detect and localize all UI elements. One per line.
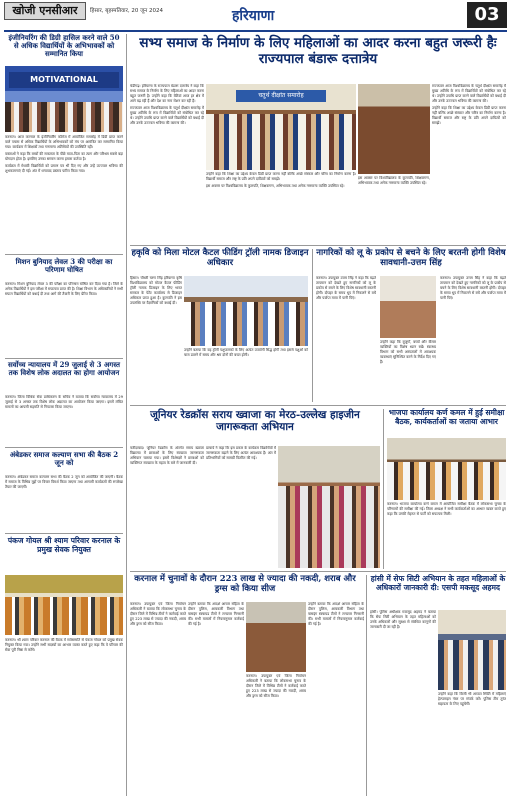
story8-body-col1: फरीदाबाद। जूनियर रेडक्रॉस के अंतर्गत सराय ख्वाजा विद्यालय में छात्राओं के लिए स्वच्छता जागरूकता अभियान चलाया गया। इसमें विशेषज्ञों ने छात्राओं को व्यक्तिगत स्वच्छता के महत्व के बारे में जानकारी दी। — [130, 446, 204, 465]
story8-photo-people — [278, 486, 380, 568]
story5-photo-people — [5, 597, 123, 635]
story11-headline: हांसी में सेफ सिटी अभियान के तहत महिलाओं के अधिकारों जानकारी दी: एसपी मकसूद अहमद — [370, 574, 506, 592]
story1-photo-people — [5, 102, 123, 132]
story1-para: वक्ताओं ने कहा कि बच्चों की सफलता के पीछे माता-पिता का त्याग और परिश्रम सबसे बड़ा योगदान होता है। इसलिए उनका सम्मान करना हमारा कर्तव्य है। — [5, 152, 123, 161]
lead-photo — [206, 84, 356, 170]
divider — [5, 447, 123, 448]
story6-photo — [184, 276, 308, 346]
story1-para: करनाल। आज करनाल के इंजीनियरिंग कॉलेज में आयोजित समारोह में डिग्री प्राप्त करने वाले पचास से अधिक विद्यार्थियों के अभिभावकों को मंच पर आमंत्रित कर सम्मानित किया गया। कार्यक्रम में शिक्षकों तथा गणमान्य अतिथियों की उपस्थिति रही। — [5, 135, 123, 149]
story6-body-col1: हिसार। चौधरी चरण सिंह हरियाणा कृषि विश्वविद्यालय को मोटल कैटल फीडिंग ट्रॉली नामक डिजाइन के लिए भारत सरकार के पेटेंट कार्यालय से डिजाइन अधिकार प्राप्त हुआ है। कुलपति ने इस उपलब्धि पर वैज्ञानिकों को बधाई दी। — [130, 276, 182, 305]
story1-headline: इंजीनियरिंग की डिग्री हासिल करने वाले 50 से अधिक विद्यार्थियों के अभिभावकों को सम्मानित किया — [8, 33, 120, 59]
lead-body-col3 — [432, 84, 506, 242]
story11-body-col1: हांसी। पुलिस अधीक्षक मकसूद अहमद ने बताया कि सेफ सिटी अभियान के तहत महिलाओं को उनके अधिकारों और सुरक्षा से संबंधित कानूनों की जानकारी दी जा रही है। — [370, 610, 436, 629]
story9-photo-people — [387, 462, 506, 500]
story1-photo-banner: MOTIVATIONAL — [9, 72, 119, 88]
divider — [5, 254, 123, 255]
story7-body-col1: करनाल। उपायुक्त उत्तम सिंह ने कहा कि बढ़ते तापमान को देखते हुए नागरिकों को लू के प्रकोप से बचने के लिए विशेष सावधानी बरतनी होगी। दोपहर के समय धूप में निकलने से बचें और पर्याप्त मात्रा में पानी पिएं। — [316, 276, 376, 300]
divider — [130, 571, 506, 572]
story11-photo — [438, 610, 506, 690]
story7-body-col3: करनाल। उपायुक्त उत्तम सिंह ने कहा कि बढ़ते तापमान को देखते हुए नागरिकों को लू के प्रकोप से बचने के लिए विशेष सावधानी बरतनी होगी। दोपहर के समय धूप में निकलने से बचें और पर्याप्त मात्रा में पानी पिएं। — [440, 276, 506, 300]
story5-body: करनाल। श्री श्याम परिवार करनाल की बैठक में सर्वसम्मति से पंकज गोयल को प्रमुख सेवक नियुक्त किया गया। उन्होंने सभी सदस्यों का आभार व्यक्त करते हुए कहा कि वे परिवार की सेवा पूरी निष्ठा से करेंगे। — [5, 638, 123, 652]
column-rule — [126, 34, 127, 796]
story2-headline: मिशन बुनियाद लेवल 3 की परीक्षा का परिणाम घोषित — [15, 257, 113, 275]
story7-photo — [380, 276, 436, 338]
story2-body: करनाल। मिशन बुनियाद लेवल 3 की परीक्षा का परिणाम घोषित कर दिया गया है। जिले के अनेक विद्यार्थियों ने इस परीक्षा में सफलता प्राप्त की है। शिक्षा विभाग के अधिकारियों ने सभी सफल विद्यार्थियों को बधाई दी तथा आगे की तैयारी के लिए प्रेरित किया। — [5, 282, 123, 296]
lead-para: उन्होंने कहा कि शिक्षा का उद्देश्य केवल डिग्री प्राप्त करना नहीं बल्कि अच्छे संस्कार और चरित्र का निर्माण करना है। विद्यार्थी समाज और राष्ट्र के प्रति अपने दायित्वों को समझें। — [432, 106, 506, 125]
story1-body — [5, 135, 123, 253]
story9-headline: भाजपा कार्यालय कर्ण कमल में हुई समीक्षा बैठक, कार्यकर्ताओं का जताया आभार — [388, 408, 505, 426]
story7-body-col2: उन्होंने कहा कि बुजुर्गों, बच्चों और बीमार व्यक्तियों का विशेष ध्यान रखें। स्वास्थ्य विभाग को सभी अस्पतालों में आवश्यक व्यवस्थाएं सुनिश्चित करने के निर्देश दिए गए हैं। — [380, 340, 436, 364]
lead-photo-2 — [358, 84, 430, 174]
lead-photo-people — [206, 114, 356, 170]
date-line: हिसार, बृहस्पतिवार, 20 जून 2024 — [90, 8, 163, 14]
lead-para: राज्यपाल आज विश्वविद्यालय के चतुर्थ दीक्षांत समारोह में मुख्य अतिथि के रूप में विद्यार्थियों को संबोधित कर रहे थे। उन्होंने उपाधि प्राप्त करने वाले विद्यार्थियों को बधाई दी और उनके उज्ज्वल भविष्य की कामना की। — [130, 106, 204, 125]
page-header — [0, 0, 511, 32]
lead-para: उन्होंने कहा कि शिक्षा का उद्देश्य केवल डिग्री प्राप्त करना नहीं बल्कि अच्छे संस्कार और चरित्र का निर्माण करना है। विद्यार्थी समाज और राष्ट्र के प्रति अपने दायित्वों को समझें। — [206, 172, 356, 181]
story5-headline: पंकज गोयल श्री श्याम परिवार करनाल के प्रमुख सेवक नियुक्त — [7, 536, 121, 554]
lead-headline: सभ्य समाज के निर्माण के लिए महिलाओं का आदर करना बहुत जरूरी हैः राज्यपाल बंडारू दत्तात्रेय — [139, 35, 497, 67]
masthead: खोजी एनसीआर — [4, 2, 86, 20]
story10-photo — [246, 602, 306, 672]
story10-body-col3: करनाल। उपायुक्त एवं जिला निर्वाचन अधिकारी ने बताया कि लोकसभा चुनाव के दौरान जिले में विभिन्न टीमों ने कार्रवाई करते हुए 223 लाख से ज्यादा की नकदी, शराब और ड्रग्स को सीज किया। — [246, 674, 306, 698]
divider — [130, 405, 506, 406]
story5-photo — [5, 575, 123, 635]
story1-para: कार्यक्रम में मेधावी विद्यार्थियों को प्रमाण पत्र भी दिए गए और उन्हें उज्ज्वल भविष्य की शुभकामनाएं दी गईं। अंत में धन्यवाद प्रस्ताव पारित किया गया। — [5, 164, 123, 173]
divider — [130, 245, 506, 246]
section-title: हरियाणा — [232, 8, 275, 24]
story11-body-col2: उन्होंने कहा कि किसी भी आपात स्थिति में महिलाएं हेल्पलाइन नंबर पर संपर्क करें। पुलिस टीम तुरंत सहायता के लिए पहुंचेगी। — [438, 692, 506, 706]
divider — [5, 358, 123, 359]
story6-body-col2: उन्होंने बताया कि यह ट्रॉली पशुपालकों के लिए अत्यंत उपयोगी सिद्ध होगी तथा इससे पशुओं को चारा डालने में समय और श्रम दोनों की बचत होगी। — [184, 348, 308, 357]
story10-body-col1: करनाल। उपायुक्त एवं जिला निर्वाचन अधिकारी ने बताया कि लोकसभा चुनाव के दौरान जिले में विभिन्न टीमों ने कार्रवाई करते हुए 223 लाख से ज्यादा की नकदी, शराब और ड्रग्स को सीज किया। — [130, 602, 186, 626]
lead-para: इस अवसर पर विश्वविद्यालय के कुलपति, शिक्षकगण, अभिभावक तथा अनेक गणमान्य व्यक्ति उपस्थित रहे। — [206, 184, 345, 188]
column-rule — [366, 575, 367, 796]
story9-photo — [387, 438, 506, 500]
story11-photo-people — [438, 640, 506, 690]
story4-headline: अंबेडकर समाज कल्याण सभा की बैठक 2 जून को — [9, 450, 119, 468]
story3-headline: सर्वोच्च न्यायालय में 29 जुलाई से 3 अगस्त तक विशेष लोक अदालत का होगा आयोजन — [8, 360, 120, 378]
story6-headline: हकृवि को मिला मोटल कैटल फीडिंग ट्रॉली नामक डिजाइन अधिकार — [131, 248, 309, 268]
story8-body-col2: प्राचार्य ने कहा कि इस प्रकार के कार्यक्रम विद्यार्थियों में जागरूकता बढ़ाने के लिए अत्यंत आवश्यक हैं। अंत में प्रतिभागियों को सामग्री वितरित की गई। — [206, 446, 276, 460]
story8-photo — [278, 446, 380, 568]
lead-body-col2 — [206, 172, 356, 242]
story10-headline: करनाल में चुनावों के दौरान 223 लाख से ज्यादा की नकदी, शराब और ड्रग्स को किया सीज — [134, 574, 356, 594]
page-number: 03 — [467, 2, 507, 28]
story8-headline: जूनियर रेडक्रॉस सराय ख्वाजा का मेरठ-उल्लेख हाइजीन जागरूकता अभियान — [150, 409, 360, 434]
story10-body-col4: उन्होंने बताया कि आदर्श आचार संहिता के दौरान पुलिस, आबकारी विभाग तथा फ्लाइंग स्क्वायड टीमों ने लगातार निगरानी की। सभी मामलों में नियमानुसार कार्रवाई की गई है। — [308, 602, 364, 626]
divider — [5, 533, 123, 534]
lead-body-col4: इस अवसर पर विश्वविद्यालय के कुलपति, शिक्षकगण, अभिभावक तथा अनेक गणमान्य व्यक्ति उपस्थित रहे। — [358, 176, 430, 185]
story4-body: करनाल। अंबेडकर समाज कल्याण सभा की बैठक 2 जून को आयोजित की जाएगी। बैठक में समाज के विभिन्न मुद्दों पर विचार विमर्श किया जाएगा तथा आगामी कार्यक्रमों की रूपरेखा तैयार की जाएगी। — [5, 475, 123, 489]
lead-body-col1 — [130, 84, 204, 242]
column-rule — [312, 249, 313, 402]
lead-para: चंडीगढ़। हरियाणा के राज्यपाल बंडारू दत्तात्रेय ने कहा कि सभ्य समाज के निर्माण के लिए महिलाओं का आदर करना बहुत जरूरी है। उन्होंने कहा कि बेटियां आज हर क्षेत्र में आगे बढ़ रही हैं और देश का नाम रोशन कर रही हैं। — [130, 84, 204, 103]
column-rule — [383, 409, 384, 569]
story10-body-col2: उन्होंने बताया कि आदर्श आचार संहिता के दौरान पुलिस, आबकारी विभाग तथा फ्लाइंग स्क्वायड टीमों ने लगातार निगरानी की। सभी मामलों में नियमानुसार कार्रवाई की गई है। — [188, 602, 244, 626]
header-rule — [4, 30, 507, 32]
story9-body: करनाल। भाजपा कार्यालय कर्ण कमल में आयोजित समीक्षा बैठक में लोकसभा चुनाव के परिणामों की समीक्षा की गई। जिला अध्यक्ष ने सभी कार्यकर्ताओं का आभार व्यक्त करते हुए कहा कि उनकी मेहनत से पार्टी को सफलता मिली। — [387, 502, 506, 516]
lead-photo-banner: चतुर्थ दीक्षांत समारोह — [236, 90, 326, 102]
story7-headline: नागरिकों को लू के प्रकोप से बचने के लिए बरतनी होगी विशेष सावधानी-उत्तम सिंह — [316, 248, 506, 268]
story3-body: करनाल। जिला विधिक सेवा प्राधिकरण के सचिव ने बताया कि सर्वोच्च न्यायालय में 29 जुलाई से 3 अगस्त तक विशेष लोक अदालत का आयोजन किया जाएगा। इसमें लंबित मामलों का आपसी सहमति से निपटारा किया जाएगा। — [5, 395, 123, 409]
lead-para: राज्यपाल आज विश्वविद्यालय के चतुर्थ दीक्षांत समारोह में मुख्य अतिथि के रूप में विद्यार्थियों को संबोधित कर रहे थे। उन्होंने उपाधि प्राप्त करने वाले विद्यार्थियों को बधाई दी और उनके उज्ज्वल भविष्य की कामना की। — [432, 84, 506, 103]
story1-photo — [5, 66, 123, 132]
story6-photo-people — [184, 302, 308, 346]
